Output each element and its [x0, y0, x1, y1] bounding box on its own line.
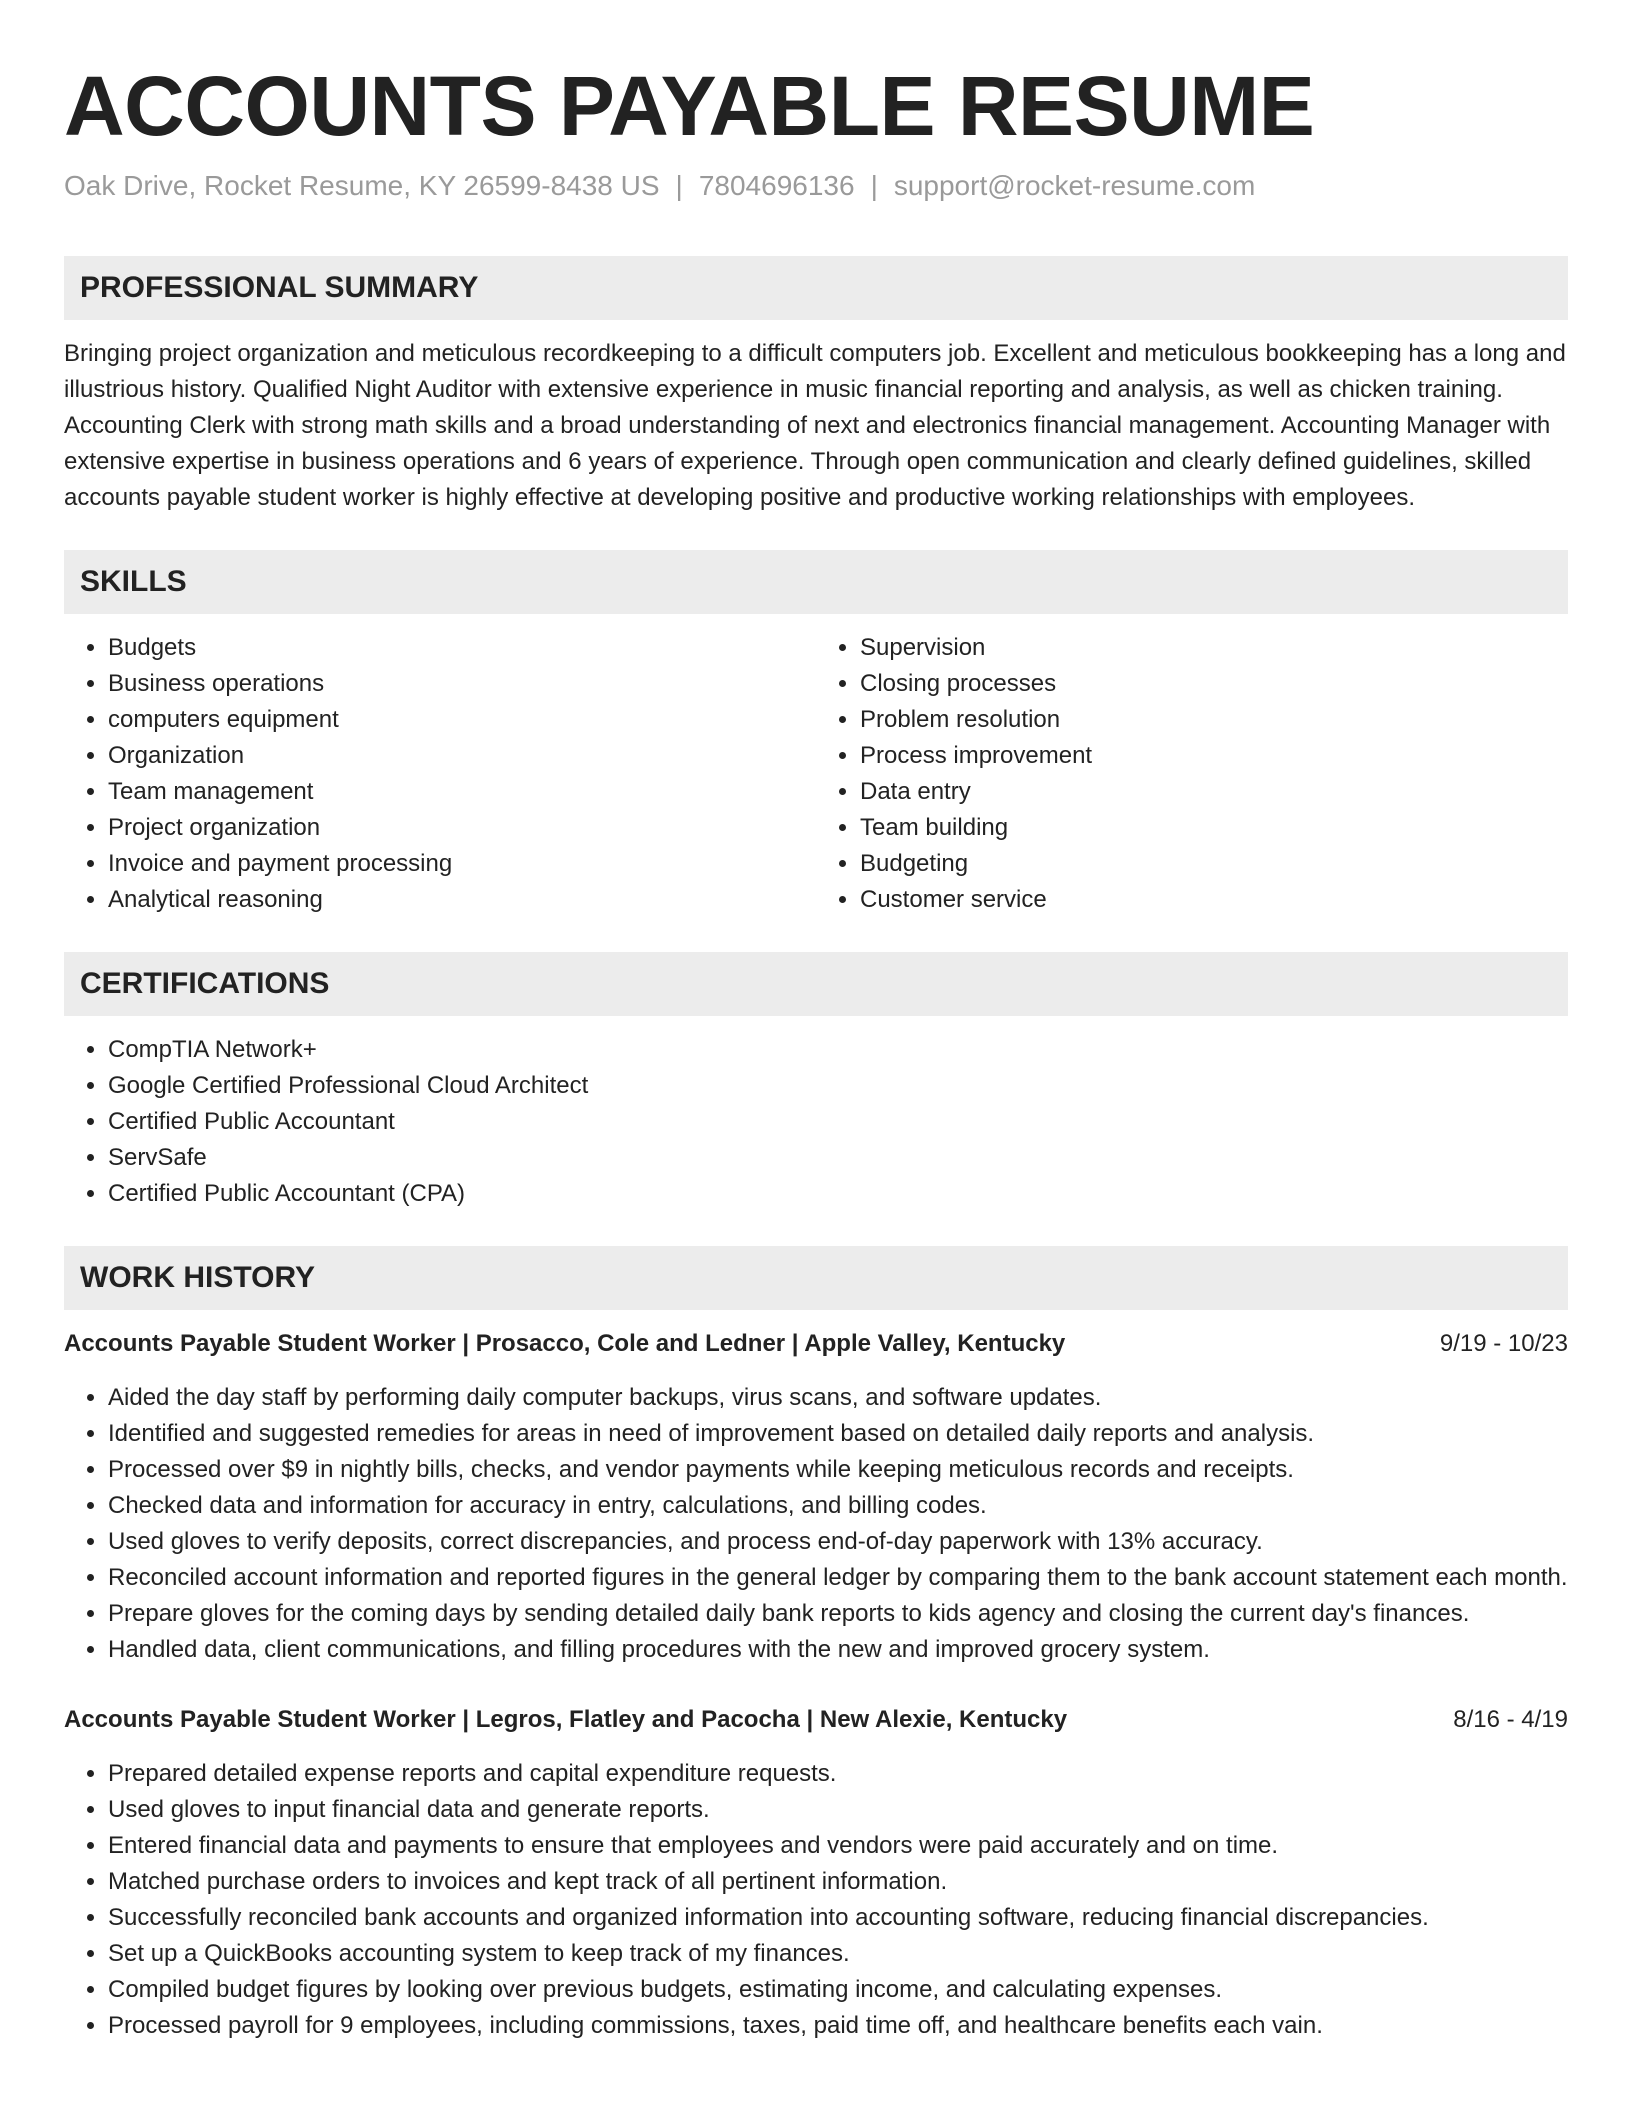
- resume-title: ACCOUNTS PAYABLE RESUME: [64, 59, 1315, 153]
- skill-item: • Team building: [860, 810, 1568, 846]
- section-header-professional-summary: PROFESSIONAL SUMMARY: [64, 256, 1568, 320]
- job-bullet: • Prepare gloves for the coming days by sending detailed daily bank reports to kids agency and closing the current day's finances.: [108, 1596, 1568, 1632]
- job-entry: [64, 1326, 1568, 1668]
- skills-list-left: [64, 630, 816, 918]
- job-bullet: • Processed payroll for 9 employees, including commissions, taxes, paid time off, and healthcare benefits each vain.: [108, 2008, 1568, 2044]
- skill-item: • Analytical reasoning: [108, 882, 816, 918]
- contact-email: support@rocket-resume.com: [893, 170, 1256, 201]
- section-header-work-history: WORK HISTORY: [64, 1246, 1568, 1310]
- job-bullet: • Handled data, client communications, and filling procedures with the new and improved grocery system.: [108, 1632, 1568, 1668]
- skill-item: • Project organization: [108, 810, 816, 846]
- job-entry: [64, 1702, 1568, 2044]
- skill-item: • Process improvement: [860, 738, 1568, 774]
- contact-separator: |: [675, 170, 683, 201]
- skill-item: • Invoice and payment processing: [108, 846, 816, 882]
- job-bullet: • Aided the day staff by performing daily computer backups, virus scans, and software updates.: [108, 1380, 1568, 1416]
- skill-item: • Problem resolution: [860, 702, 1568, 738]
- job-bullet: • Compiled budget figures by looking over previous budgets, estimating income, and calculating expenses.: [108, 1972, 1568, 2008]
- contact-address: Oak Drive, Rocket Resume, KY 26599-8438 US: [64, 170, 660, 201]
- job-title: Accounts Payable Student Worker | Legros, Flatley and Pacocha | New Alexie, Kentucky: [64, 1706, 1068, 1733]
- job-bullet: • Identified and suggested remedies for areas in need of improvement based on detailed daily reports and analysis.: [108, 1416, 1568, 1452]
- job-heading-row: [64, 1702, 1568, 1738]
- skills-list-right: [816, 630, 1568, 918]
- job-bullet: • Reconciled account information and reported figures in the general ledger by comparing them to the bank account statement each month.: [108, 1560, 1568, 1596]
- job-bullet: • Processed over $9 in nightly bills, checks, and vendor payments while keeping meticulous records and receipts.: [108, 1452, 1568, 1488]
- skill-item: • Customer service: [860, 882, 1568, 918]
- job-bullet-list: [64, 1756, 1568, 2044]
- certification-item: • Certified Public Accountant: [108, 1104, 1568, 1140]
- summary-text: Bringing project organization and meticulous recordkeeping to a difficult computers job. Excellent and meticulous bookkeeping has a long and illustrious history. Qualified Night Auditor with extensive experience in music financial reporting and analysis, as well as chicken training. Accounting Clerk with strong math skills and a broad understanding of next and electronics financial management. Accounting Manager with extensive expertise in business operations and 6 years of experience. Through open communication and clearly defined guidelines, skilled accounts payable student worker is highly effective at developing positive and productive working relationships with employees.: [64, 340, 1566, 511]
- job-title: Accounts Payable Student Worker | Prosacco, Cole and Ledner | Apple Valley, Kentucky: [64, 1330, 1066, 1357]
- job-heading-row: [64, 1326, 1568, 1362]
- job-bullet: • Set up a QuickBooks accounting system to keep track of my finances.: [108, 1936, 1568, 1972]
- job-bullet: • Used gloves to input financial data and generate reports.: [108, 1792, 1568, 1828]
- skill-item: • Team management: [108, 774, 816, 810]
- skill-item: • computers equipment: [108, 702, 816, 738]
- job-dates: 8/16 - 4/19: [1453, 1706, 1568, 1733]
- section-header-skills: SKILLS: [64, 550, 1568, 614]
- certifications-list: [64, 1032, 1568, 1212]
- job-bullet: • Matched purchase orders to invoices and kept track of all pertinent information.: [108, 1864, 1568, 1900]
- certification-item: • ServSafe: [108, 1140, 1568, 1176]
- contact-separator: |: [870, 170, 878, 201]
- job-dates: 9/19 - 10/23: [1439, 1330, 1568, 1357]
- skill-item: • Data entry: [860, 774, 1568, 810]
- skills-columns: [64, 630, 1568, 918]
- job-bullet: • Checked data and information for accuracy in entry, calculations, and billing codes.: [108, 1488, 1568, 1524]
- skill-item: • Closing processes: [860, 666, 1568, 702]
- skill-item: • Organization: [108, 738, 816, 774]
- certification-item: • Certified Public Accountant (CPA): [108, 1176, 1568, 1212]
- skill-item: • Budgets: [108, 630, 816, 666]
- contact-line: [64, 168, 1568, 204]
- skill-item: • Business operations: [108, 666, 816, 702]
- contact-phone: 7804696136: [698, 170, 855, 201]
- resume-page: [64, 0, 1568, 2044]
- section-header-certifications: CERTIFICATIONS: [64, 952, 1568, 1016]
- job-bullet: • Prepared detailed expense reports and capital expenditure requests.: [108, 1756, 1568, 1792]
- job-bullet: • Successfully reconciled bank accounts and organized information into accounting software, reducing financial discrepancies.: [108, 1900, 1568, 1936]
- job-bullet-list: [64, 1380, 1568, 1668]
- skill-item: • Budgeting: [860, 846, 1568, 882]
- job-bullet: • Used gloves to verify deposits, correct discrepancies, and process end-of-day paperwork with 13% accuracy.: [108, 1524, 1568, 1560]
- certification-item: • Google Certified Professional Cloud Architect: [108, 1068, 1568, 1104]
- skill-item: • Supervision: [860, 630, 1568, 666]
- certification-item: • CompTIA Network+: [108, 1032, 1568, 1068]
- job-bullet: • Entered financial data and payments to ensure that employees and vendors were paid accurately and on time.: [108, 1828, 1568, 1864]
